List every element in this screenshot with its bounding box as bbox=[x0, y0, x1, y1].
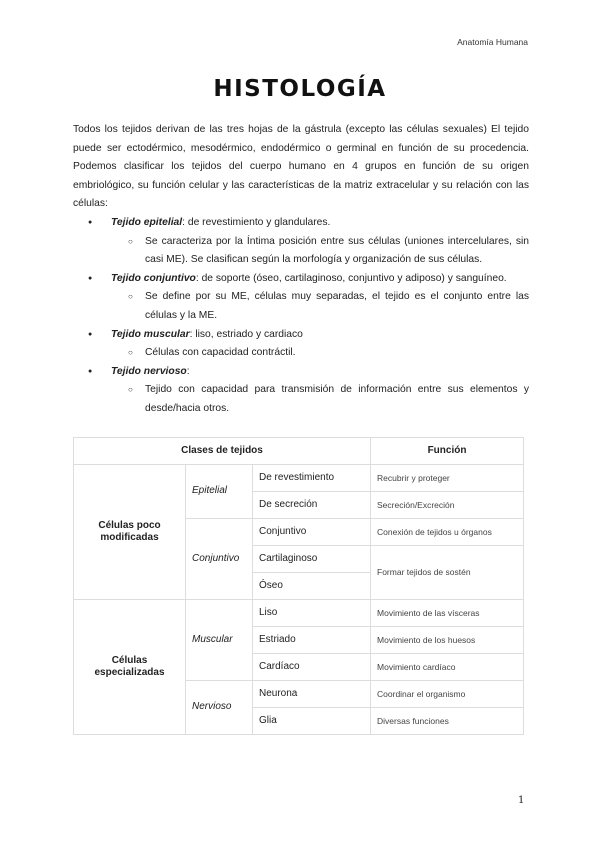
tissue-list bbox=[73, 214, 529, 419]
sub-list-item: ○ Células con capacidad contráctil. bbox=[73, 344, 529, 363]
group-cell: Células poco modificadas bbox=[74, 464, 186, 599]
type-cell: De revestimiento bbox=[253, 464, 371, 491]
subgroup-cell: Muscular bbox=[186, 599, 253, 680]
list-item bbox=[73, 214, 529, 233]
type-cell: Cardíaco bbox=[253, 653, 371, 680]
bullet-text: : de revestimiento y glandulares. bbox=[182, 216, 331, 228]
function-cell: Movimiento de los huesos bbox=[371, 626, 524, 653]
subgroup-cell: Epitelial bbox=[186, 464, 253, 518]
type-cell: Neurona bbox=[253, 680, 371, 707]
subgroup-cell: Conjuntivo bbox=[186, 518, 253, 599]
type-cell: De secreción bbox=[253, 491, 371, 518]
page-title: HISTOLOGÍA bbox=[213, 76, 387, 102]
type-cell: Cartilaginoso bbox=[253, 545, 371, 572]
function-cell: Recubrir y proteger bbox=[371, 464, 524, 491]
document-body bbox=[73, 121, 529, 419]
sub-list-item: ○ Tejido con capacidad para transmisión de información entre sus elementos y desde/hacia otros. bbox=[73, 381, 529, 418]
type-cell: Glia bbox=[253, 707, 371, 734]
sub-list-item: ○ Se define por su ME, células muy separadas, el tejido es el conjunto entre las células y la ME. bbox=[73, 288, 529, 325]
bullet-term: Tejido epitelial bbox=[111, 216, 183, 228]
table-row bbox=[74, 464, 524, 491]
function-cell: Movimiento de las vísceras bbox=[371, 599, 524, 626]
function-cell: Conexión de tejidos u órganos bbox=[371, 518, 524, 545]
list-item bbox=[73, 326, 529, 345]
function-cell: Movimiento cardíaco bbox=[371, 653, 524, 680]
bullet-text: : liso, estriado y cardiaco bbox=[189, 328, 303, 340]
page-content bbox=[73, 121, 529, 806]
sub-list-item: ○ Se caracteriza por la Íntima posición entre sus células (uniones intercelulares, sin casi ME). Se clasifican según la morfología y organización de sus células. bbox=[73, 233, 529, 270]
intro-paragraph: Todos los tejidos derivan de las tres hojas de la gástrula (excepto las células sexuales) El tejido puede ser ectodérmico, mesodérmico, endodérmico o germinal en función de su procedencia. Podemos clasificar los tejidos del cuerpo humano en 4 grupos en función de su origen embriológico, su función celular y las características de la matriz extracelular y su relación con las células: bbox=[73, 124, 529, 210]
type-cell: Estriado bbox=[253, 626, 371, 653]
bullet-term: Tejido conjuntivo bbox=[111, 272, 196, 284]
bullet-text: : bbox=[186, 365, 190, 377]
function-cell: Diversas funciones bbox=[371, 707, 524, 734]
table-header-row bbox=[74, 437, 524, 464]
type-cell: Óseo bbox=[253, 572, 371, 599]
bullet-term: Tejido nervioso bbox=[111, 365, 187, 377]
function-cell: Formar tejidos de sostén bbox=[371, 545, 524, 599]
header-classes: Clases de tejidos bbox=[74, 437, 371, 464]
bullet-text: : de soporte (óseo, cartilaginoso, conjuntivo y adiposo) y sanguíneo. bbox=[195, 272, 507, 284]
function-cell: Coordinar el organismo bbox=[371, 680, 524, 707]
group-cell: Células especializadas bbox=[74, 599, 186, 734]
type-cell: Liso bbox=[253, 599, 371, 626]
list-item bbox=[73, 270, 529, 289]
tissue-table bbox=[73, 437, 524, 735]
type-cell: Conjuntivo bbox=[253, 518, 371, 545]
header-function: Función bbox=[371, 437, 524, 464]
table-row bbox=[74, 599, 524, 626]
page-number: 1 bbox=[518, 794, 525, 806]
bullet-term: Tejido muscular bbox=[111, 328, 190, 340]
running-header: Anatomía Humana bbox=[457, 37, 528, 47]
subgroup-cell: Nervioso bbox=[186, 680, 253, 734]
list-item bbox=[73, 363, 529, 382]
function-cell: Secreción/Excreción bbox=[371, 491, 524, 518]
